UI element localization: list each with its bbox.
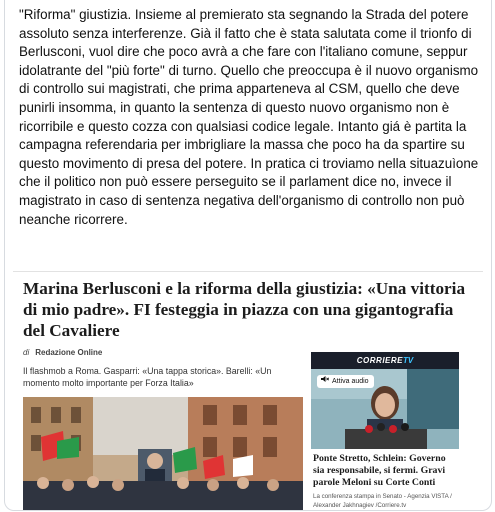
speaker-muted-icon: [321, 375, 329, 388]
video-player[interactable]: [311, 369, 459, 449]
article-headline[interactable]: Marina Berlusconi e la riforma della giustizia: «Una vittoria di mio padre». FI festeggia in piazza con una gigantografia del Cavaliere: [23, 279, 466, 340]
article-byline: [23, 348, 102, 357]
byline-author: Redazione Online: [35, 348, 103, 357]
article-preview-card[interactable]: [13, 271, 483, 511]
video-caption: La conferenza stampa in Senato - Agenzia VISTA / Alexander Jakhnagiev /Corriere.tv: [313, 493, 452, 509]
article-photo[interactable]: [23, 397, 303, 511]
activate-audio-label: Attiva audio: [332, 378, 369, 385]
flashmob-photo-image: [23, 397, 303, 511]
byline-prefix: di: [23, 348, 30, 357]
brand-suffix: TV: [403, 356, 414, 365]
activate-audio-button[interactable]: [317, 375, 374, 388]
post-text: "Riforma" giustizia. Insieme al premierato sta segnando la Strada del potere assoluto senza interferenze. Già il fatto che è stata salutata come il trionfo di Berlusconi, vuol dire che poco avrà a che fare con l'italiano comune, seppur idolatrante del "più forte" di turno. Quello che preoccupa è il nuovo organismo di controllo sui magistrati, che prima apparteneva al CSM, quello che deve punirli insomma, in quanto la sentenza di questo nuovo organismo non è ricorribile e questo cozza con qualsiasi codice legale. Intanto giá è partita la campagna referendaria per imbrigliare la massa che poco ha da spartire su questo movimento di presa del potere. In pratica ci troviamo nella situazuìone che il politico non può essere perseguito se il parlament dice no, invece il magistrato in caso di sentenza negativa dell'organismo di controllo non può neanche ricorrere.: [19, 7, 479, 227]
corriere-tv-widget[interactable]: [311, 348, 459, 511]
video-title[interactable]: Ponte Stretto, Schlein: Governo sia responsabile, si fermi. Gravi parole Meloni su Corte Conti: [313, 453, 446, 488]
corriere-tv-bar: [311, 352, 459, 369]
article-summary: Il flashmob a Roma. Gasparri: «Una tappa storica». Barelli: «Un momento molto importante per Forza Italia»: [23, 366, 272, 388]
brand-name: CORRIERE: [356, 356, 403, 365]
social-post: [4, 0, 492, 511]
